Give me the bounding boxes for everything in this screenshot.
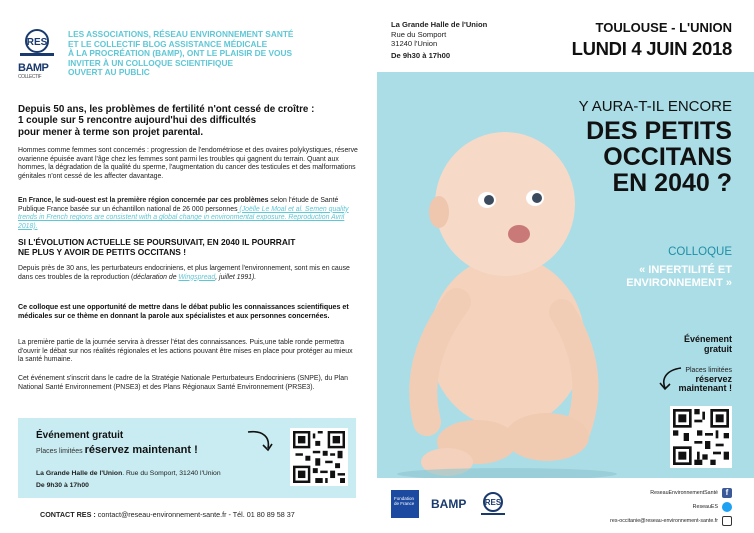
reserve-text: Places limitées réservez maintenant ! [678, 367, 732, 393]
bamp-logo: BAMP [431, 497, 467, 511]
qr-code-icon[interactable] [670, 406, 732, 468]
question-line: Y AURA-T-IL ENCORE [578, 98, 732, 115]
mail-icon [722, 516, 732, 526]
colloque-title: « INFERTILITÉ ET ENVIRONNEMENT » [626, 264, 732, 289]
colloque-label: COLLOQUE [668, 246, 732, 258]
social-links [610, 486, 732, 528]
right-page [377, 0, 754, 533]
qr-code-icon[interactable] [290, 428, 348, 486]
intro-header: LES ASSOCIATIONS, RÉSEAU ENVIRONNEMENT SANTÉ ET LE COLLECTIF BLOG ASSISTANCE MÉDICALE À LA PROCRÉATION (BAMP), ONT LE PLAISIR DE VOUS INVITER À UN COLLOQUE SCIENTIFIQUE OUVERT AU PUBLIC [68, 29, 294, 78]
city-title: TOULOUSE - L'UNION [595, 20, 732, 35]
paragraph-endocrine: Depuis près de 30 ans, les perturbateurs endocriniens, et plus largement l'environnement, sont mis en cause dans ces troubles de la reproduction (déclaration de Wingspread, juillet 1991). [18, 265, 350, 281]
question-big: DES PETITS OCCITANS EN 2040 ? [586, 117, 732, 197]
twitter-link[interactable]: ReseauES [610, 500, 732, 514]
registration-box [18, 418, 356, 498]
free-event-badge: Événement gratuit [683, 334, 732, 354]
event-time: De 9h30 à 17h00 [36, 482, 89, 489]
facebook-link[interactable]: ReseauEnvironnementSanté f [610, 486, 732, 500]
paragraph-southwest: En France, le sud-ouest est la première région concernée par ces problèmes selon l'étude de Santé Publique France basée sur un échantillon national de 26 000 personnes (Joëlle Le Moal et al. Semen quality trends in French regions are consistent with a global change in environmental exposure. Reproduction Avril 2018). [18, 197, 349, 230]
reserve-text: Places limitées réservez maintenant ! [36, 444, 198, 456]
warning-heading: SI L'ÉVOLUTION ACTUELLE SE POURSUIVAIT, EN 2040 IL POURRAIT NE PLUS Y AVOIR DE PETITS OCCITANS ! [18, 237, 296, 257]
study-link[interactable]: (Joëlle Le Moal et al. Semen quality trends in French regions are consistent with a global change in environmental exposure. Reproduction Avril 2018). [18, 205, 349, 230]
paragraph-opportunity: Ce colloque est une opportunité de mettre dans le débat public les connaissances scientifiques et médicales sur ce thème en donnant la parole aux spécialistes et aux personnes concernées. [18, 303, 349, 320]
contact-email[interactable]: contact@reseau-environnement-sante.fr - Tél. 01 80 89 58 37 [97, 510, 295, 519]
curved-arrow-icon [246, 428, 276, 454]
bamp-logo: BAMP COLLECTIF [18, 62, 49, 80]
contact-line: CONTACT RES : contact@reseau-environnement-sante.fr - Tél. 01 80 89 58 37 [40, 510, 295, 519]
partner-logos [391, 490, 508, 518]
wingspread-link[interactable]: Wingspread [178, 273, 216, 281]
facebook-icon: f [722, 488, 732, 498]
paragraph-concerned: Hommes comme femmes sont concernés : progression de l'endométriose et des ovaires polykystiques, réserve ovarienne épuisée avant l'âge chez les femmes sont parmi les troubles qui gagnent du terrain. Quant aux hommes, la dégradation de la qualité du sperme, l'augmentation du cancer des testicules et des malformations génitales n'ont cessé de les affecter davantage. [18, 147, 358, 180]
baby-photo [377, 72, 754, 478]
venue-block: La Grande Halle de l'Union Rue du Somport 31240 l'Union De 9h30 à 17h00 [391, 20, 488, 60]
paragraph-framework: Cet événement s'inscrit dans le cadre de la Stratégie Nationale Perturbateurs Endocriniens (SNPE), du Plan National Santé Environnement (PNSE3) et des Plans Régionaux Santé Environnement (PRSE3). [18, 375, 348, 391]
svg-text:RES: RES [485, 498, 502, 507]
res-logo [478, 491, 508, 517]
res-logo [16, 28, 58, 58]
event-date: LUNDI 4 JUIN 2018 [571, 38, 732, 59]
lead-paragraph: Depuis 50 ans, les problèmes de fertilité n'ont cessé de croître : 1 couple sur 5 rencontre aujourd'hui des difficultés pour mener à terme son projet parental. [18, 104, 315, 138]
fondation-de-france-logo: Fondation de France [391, 490, 419, 518]
free-event-title: Événement gratuit [36, 430, 124, 441]
svg-text:RES: RES [26, 37, 48, 48]
paragraph-program: La première partie de la journée servira à dresser l'état des connaissances. Puis,une table ronde permettra d'ouvrir le débat sur nos réalités régionales et les actions pouvant être mises en place pour protéger au mieux la santé humaine. [18, 339, 353, 364]
venue-address: La Grande Halle de l'Union. Rue du Somport, 31240 l'Union [36, 470, 221, 477]
email-link[interactable]: res-occitanie@reseau-environnement-sante.fr [610, 514, 732, 528]
twitter-icon [722, 502, 732, 512]
